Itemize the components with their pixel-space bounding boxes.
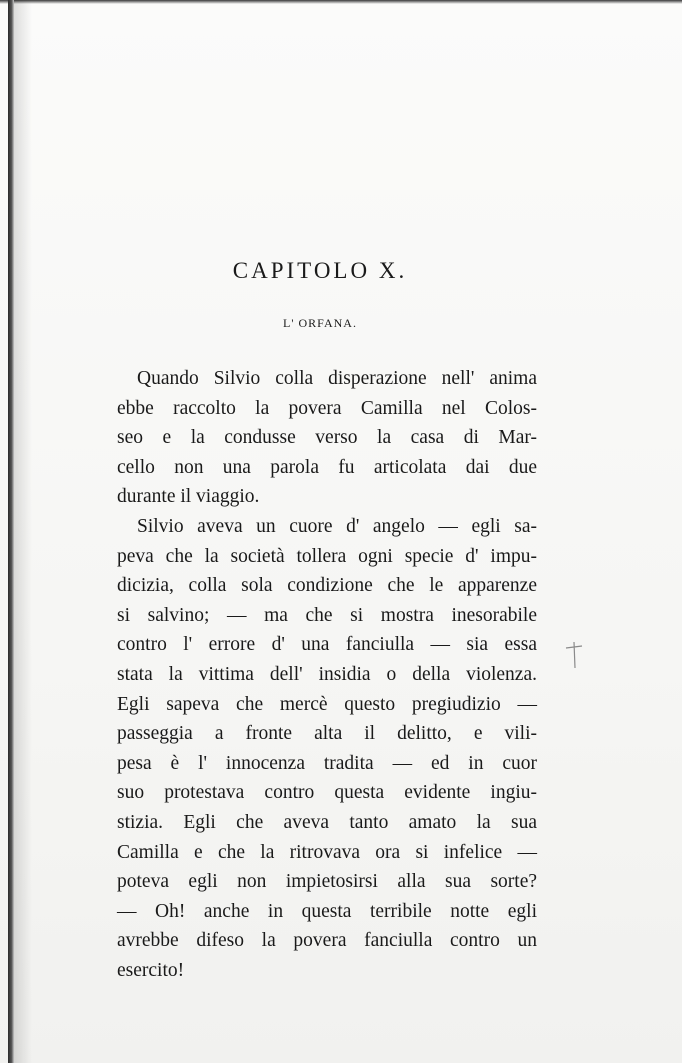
body-text	[117, 364, 537, 985]
text-line: seo e la condusse verso la casa di Mar-	[117, 427, 537, 449]
text-line: pesa è l' innocenza tradita — ed in cuor	[117, 752, 537, 774]
text-line: suo protestava contro questa evidente ingiu-	[117, 782, 537, 804]
text-line: stata la vittima dell' insidia o della violenza.	[117, 663, 537, 685]
text-line: poteva egli non impietosirsi alla sua sorte?	[117, 871, 537, 893]
text-line: durante il viaggio.	[117, 486, 260, 508]
text-line: ebbe raccolto la povera Camilla nel Colos-	[117, 397, 537, 419]
chapter-title: CAPITOLO X.	[232, 258, 408, 283]
page-top-edge	[0, 0, 682, 4]
text-line: Quando Silvio colla disperazione nell' anima	[137, 368, 537, 389]
pencil-mark-icon	[562, 640, 586, 670]
text-line: dicizia, colla sola condizione che le apparenze	[117, 575, 537, 597]
text-line: — Oh! anche in questa terribile notte egli	[117, 900, 537, 922]
text-line: Silvio aveva un cuore d' angelo — egli sa-	[137, 515, 537, 537]
text-line: cello non una parola fu articolata dai due	[117, 456, 537, 478]
spine-shadow	[14, 0, 32, 1063]
chapter-subtitle: L' ORFANA.	[283, 316, 357, 330]
text-line: contro l' errore d' una fanciulla — sia essa	[117, 634, 537, 656]
text-line: peva che la società tollera ogni specie d' impu-	[117, 545, 537, 567]
text-line: Camilla e che la ritrovava ora si infelice —	[117, 841, 537, 863]
text-line: esercito!	[117, 959, 185, 981]
text-line: avrebbe difeso la povera fanciulla contro un	[117, 930, 537, 952]
text-line: stizia. Egli che aveva tanto amato la sua	[117, 811, 537, 833]
text-line: Egli sapeva che mercè questo pregiudizio —	[117, 693, 537, 715]
text-line: si salvino; — ma che si mostra inesorabile	[117, 604, 537, 626]
text-line: passeggia a fronte alta il delitto, e vili-	[117, 723, 537, 745]
